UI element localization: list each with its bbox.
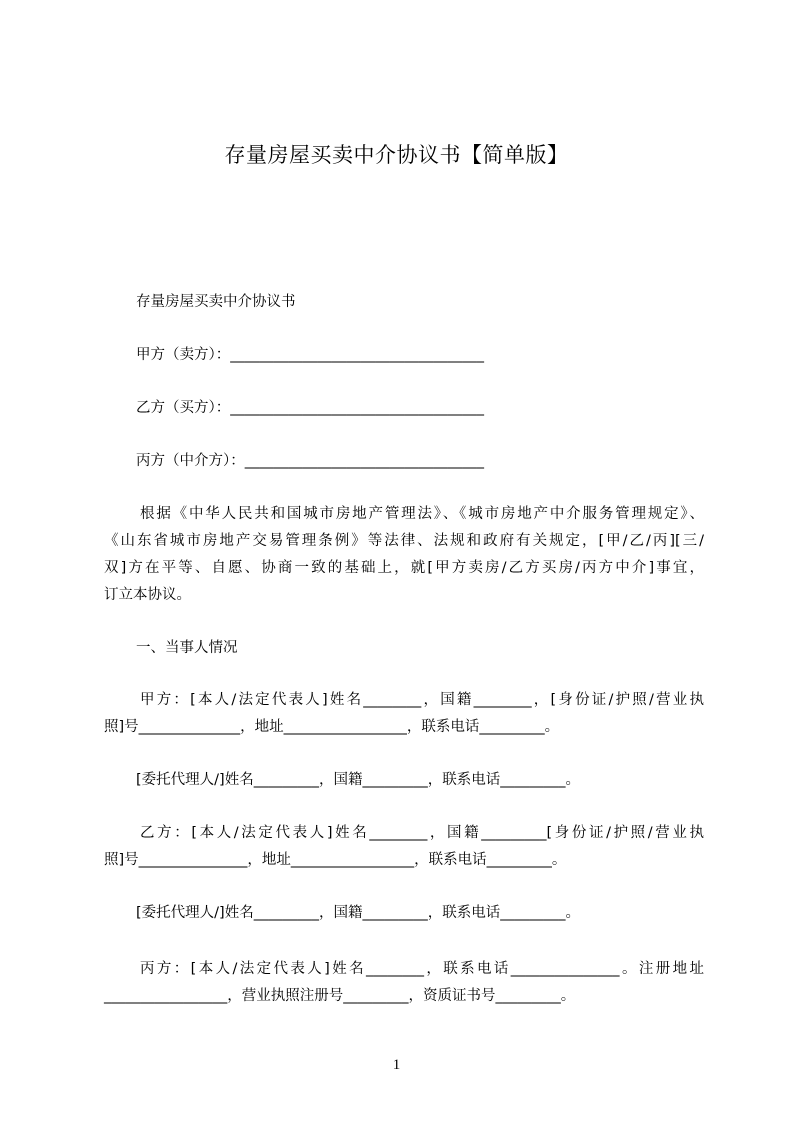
party-a-info-line-2: 照]号______________，地址_________________，联系电话_________。 bbox=[104, 719, 560, 735]
party-b-info-line-1: 乙方：[本人/法定代表人]姓名________，国籍_________[身份证/护照/营业执 bbox=[140, 825, 704, 841]
agreement-subtitle: 存量房屋买卖中介协议书 bbox=[136, 294, 296, 310]
page-number: 1 bbox=[392, 1057, 401, 1073]
preamble-line-4: 订立本协议。 bbox=[104, 587, 191, 603]
party-c-info-line-1: 丙方：[本人/法定代表人]姓名________，联系电话_______________。注册地址 bbox=[140, 961, 704, 977]
party-c-info-line-2: _________________，营业执照注册号_________，资质证书号_________。 bbox=[104, 988, 576, 1004]
preamble-line-3: 双]方在平等、自愿、协商一致的基础上，就[甲方卖房/乙方买房/丙方中介]事宜， bbox=[104, 560, 704, 576]
party-b-agent-line: [委托代理人/]姓名_________，国籍_________，联系电话_________。 bbox=[136, 905, 580, 921]
party-c-agency-line: 丙方（中介方）：_________________________________ bbox=[136, 453, 484, 469]
party-b-info-line-2: 照]号_______________，地址_________________，联系电话_________。 bbox=[104, 852, 567, 868]
preamble-line-1: 根据《中华人民共和国城市房地产管理法》、《城市房地产中介服务管理规定》、 bbox=[140, 506, 704, 522]
party-a-agent-line: [委托代理人/]姓名_________，国籍_________，联系电话_________。 bbox=[136, 772, 580, 788]
section-1-heading: 一、当事人情况 bbox=[136, 640, 238, 656]
party-b-buyer-line: 乙方（买方）：___________________________________ bbox=[136, 400, 484, 416]
preamble-line-2: 《山东省城市房地产交易管理条例》等法律、法规和政府有关规定，[甲/乙/丙][三/ bbox=[104, 533, 704, 549]
party-a-seller-line: 甲方（卖方）：___________________________________ bbox=[136, 347, 484, 363]
document-title: 存量房屋买卖中介协议书【简单版】 bbox=[224, 143, 569, 167]
party-a-info-line-1: 甲方：[本人/法定代表人]姓名________，国籍________，[身份证/护照/营业执 bbox=[140, 692, 704, 708]
